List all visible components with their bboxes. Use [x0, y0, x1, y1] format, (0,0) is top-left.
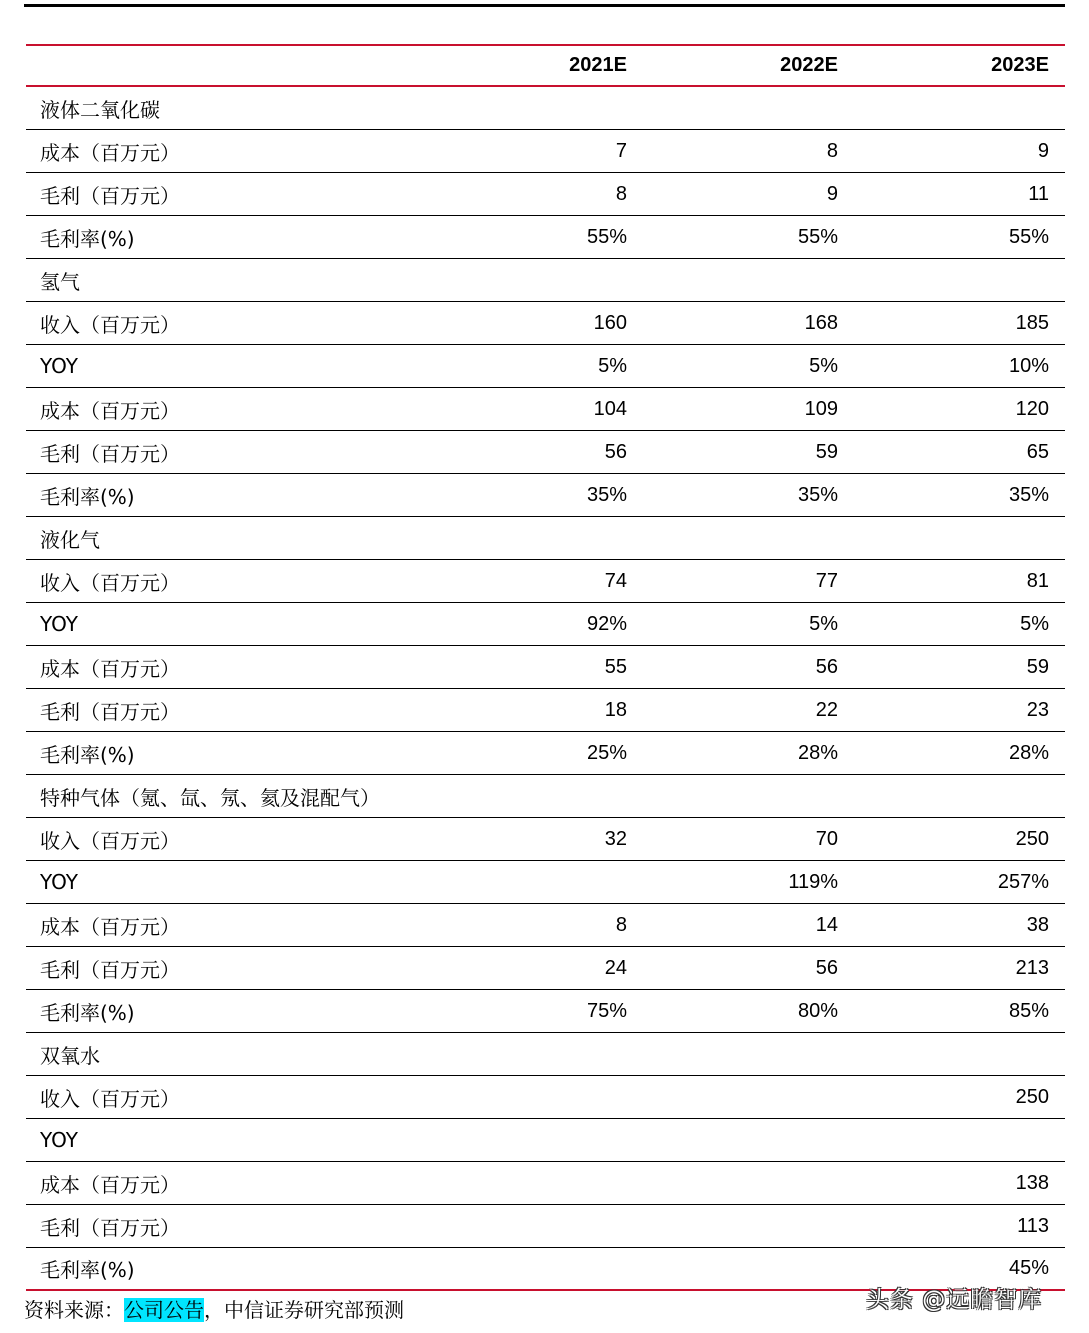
- row-value-2022e: 8: [826, 139, 838, 162]
- row-value-2023e: 35%: [1008, 483, 1049, 506]
- row-label: 毛利（百万元）: [40, 441, 180, 466]
- header-2022e: 2022E: [780, 54, 838, 76]
- table-row: [26, 1205, 1065, 1248]
- row-value-2022e: 5%: [809, 612, 838, 635]
- watermark: 头条 @远瞻智库: [866, 1287, 1043, 1313]
- row-value-2021e: 104: [593, 397, 627, 420]
- source-highlight: 公司公告: [124, 1298, 204, 1322]
- row-value-2023e: 213: [1015, 956, 1049, 979]
- row-value-2023e: 257%: [997, 870, 1049, 893]
- table-row: [26, 474, 1065, 517]
- row-label: 毛利（百万元）: [40, 1215, 180, 1240]
- row-value-2022e: 35%: [797, 483, 838, 506]
- row-label: 成本（百万元）: [40, 1172, 180, 1197]
- row-value-2021e: 35%: [586, 483, 627, 506]
- row-label: YOY: [40, 1128, 78, 1152]
- row-value-2022e: 56: [815, 655, 838, 678]
- table-row: [26, 345, 1065, 388]
- row-value-2022e: 168: [804, 311, 838, 334]
- table-row: [26, 517, 1065, 560]
- row-label: 成本（百万元）: [40, 398, 180, 423]
- row-label: 毛利（百万元）: [40, 699, 180, 724]
- table-row: [26, 216, 1065, 259]
- row-label: 毛利率(%): [40, 1000, 135, 1025]
- row-value-2023e: 55%: [1008, 225, 1049, 248]
- row-label: 毛利（百万元）: [40, 957, 180, 982]
- row-label: 成本（百万元）: [40, 914, 180, 939]
- table-row: [26, 689, 1065, 732]
- row-value-2022e: 9: [826, 182, 838, 205]
- row-label: 收入（百万元）: [40, 1086, 180, 1111]
- row-label: 毛利率(%): [40, 484, 135, 509]
- row-value-2021e: 160: [593, 311, 627, 334]
- row-value-2023e: 113: [1017, 1214, 1049, 1237]
- table-row: [26, 302, 1065, 345]
- row-value-2021e: 7: [615, 139, 627, 162]
- row-label: 成本（百万元）: [40, 656, 180, 681]
- row-value-2023e: 65: [1026, 440, 1049, 463]
- row-value-2021e: 74: [604, 569, 627, 592]
- row-value-2021e: 92%: [586, 612, 627, 635]
- table-row: [26, 87, 1065, 130]
- table-row: [26, 259, 1065, 302]
- row-value-2021e: 8: [615, 913, 627, 936]
- row-value-2022e: 14: [815, 913, 838, 936]
- table-row: [26, 904, 1065, 947]
- row-value-2021e: 32: [604, 827, 627, 850]
- row-value-2021e: 24: [604, 956, 627, 979]
- table-row: [26, 818, 1065, 861]
- table-row: [26, 388, 1065, 431]
- row-value-2022e: 59: [815, 440, 838, 463]
- row-value-2023e: 59: [1026, 655, 1049, 678]
- row-label: YOY: [40, 354, 78, 378]
- row-value-2021e: 56: [604, 440, 627, 463]
- row-value-2023e: 10%: [1008, 354, 1049, 377]
- row-label: 收入（百万元）: [40, 312, 180, 337]
- table-row: [26, 603, 1065, 646]
- row-value-2021e: 55%: [586, 225, 627, 248]
- table-row: [26, 990, 1065, 1033]
- table-row: [26, 1162, 1065, 1205]
- row-value-2023e: 250: [1015, 827, 1049, 850]
- row-label: YOY: [40, 870, 78, 894]
- row-value-2021e: 75%: [586, 999, 627, 1022]
- row-value-2023e: 28%: [1008, 741, 1049, 764]
- table-header-row: [26, 44, 1065, 87]
- row-value-2023e: 23: [1026, 698, 1049, 721]
- table-row: [26, 775, 1065, 818]
- row-label: 液体二氧化碳: [40, 97, 160, 122]
- row-label: 毛利率(%): [40, 226, 135, 251]
- table-row: [26, 1033, 1065, 1076]
- row-value-2022e: 5%: [809, 354, 838, 377]
- row-value-2022e: 70: [815, 827, 838, 850]
- row-label: 收入（百万元）: [40, 828, 180, 853]
- row-value-2022e: 56: [815, 956, 838, 979]
- row-value-2021e: 25%: [586, 741, 627, 764]
- header-2021e: 2021E: [569, 54, 627, 76]
- table-row: [26, 1119, 1065, 1162]
- row-value-2022e: 80%: [797, 999, 838, 1022]
- row-value-2023e: 9: [1037, 139, 1049, 162]
- table-row: [26, 947, 1065, 990]
- row-label: 毛利率(%): [40, 742, 135, 767]
- source-note: [24, 1294, 404, 1323]
- row-value-2022e: 109: [804, 397, 838, 420]
- top-rule: [24, 4, 1065, 7]
- table-row: [26, 431, 1065, 474]
- row-value-2023e: 5%: [1020, 612, 1049, 635]
- row-label: 收入（百万元）: [40, 570, 180, 595]
- source-prefix: 资料来源：: [24, 1298, 124, 1322]
- table-row: [26, 732, 1065, 775]
- row-value-2021e: 5%: [598, 354, 627, 377]
- row-value-2023e: 250: [1015, 1085, 1049, 1108]
- row-label: 双氧水: [40, 1043, 100, 1068]
- row-label: 毛利（百万元）: [40, 183, 180, 208]
- row-value-2023e: 45%: [1008, 1257, 1049, 1279]
- financial-forecast-table: [26, 44, 1065, 1291]
- row-value-2023e: 138: [1015, 1171, 1049, 1194]
- row-value-2023e: 38: [1026, 913, 1049, 936]
- row-value-2021e: 18: [604, 698, 627, 721]
- table-row: [26, 646, 1065, 689]
- table-row: [26, 861, 1065, 904]
- row-value-2022e: 55%: [797, 225, 838, 248]
- row-value-2023e: 85%: [1008, 999, 1049, 1022]
- table-row: [26, 1076, 1065, 1119]
- table-row: [26, 130, 1065, 173]
- table-row: [26, 560, 1065, 603]
- header-2023e: 2023E: [991, 54, 1049, 76]
- row-label: 氢气: [40, 269, 80, 294]
- row-value-2022e: 22: [815, 698, 838, 721]
- row-label: 成本（百万元）: [40, 140, 180, 165]
- row-value-2022e: 28%: [797, 741, 838, 764]
- table-row: [26, 173, 1065, 216]
- source-suffix: ，中信证券研究部预测: [204, 1298, 404, 1322]
- row-label: 特种气体（氪、氙、氖、氦及混配气）: [40, 785, 380, 810]
- row-value-2023e: 81: [1026, 569, 1049, 592]
- row-label: YOY: [40, 612, 78, 636]
- row-value-2022e: 77: [815, 569, 838, 592]
- row-value-2021e: 55: [604, 655, 627, 678]
- row-value-2022e: 119%: [788, 870, 838, 893]
- row-label: 液化气: [40, 527, 100, 552]
- row-value-2023e: 11: [1028, 182, 1049, 205]
- row-value-2023e: 185: [1015, 311, 1049, 334]
- row-value-2021e: 8: [615, 182, 627, 205]
- row-value-2023e: 120: [1015, 397, 1049, 420]
- table-body: [26, 87, 1065, 1291]
- row-label: 毛利率(%): [40, 1258, 135, 1282]
